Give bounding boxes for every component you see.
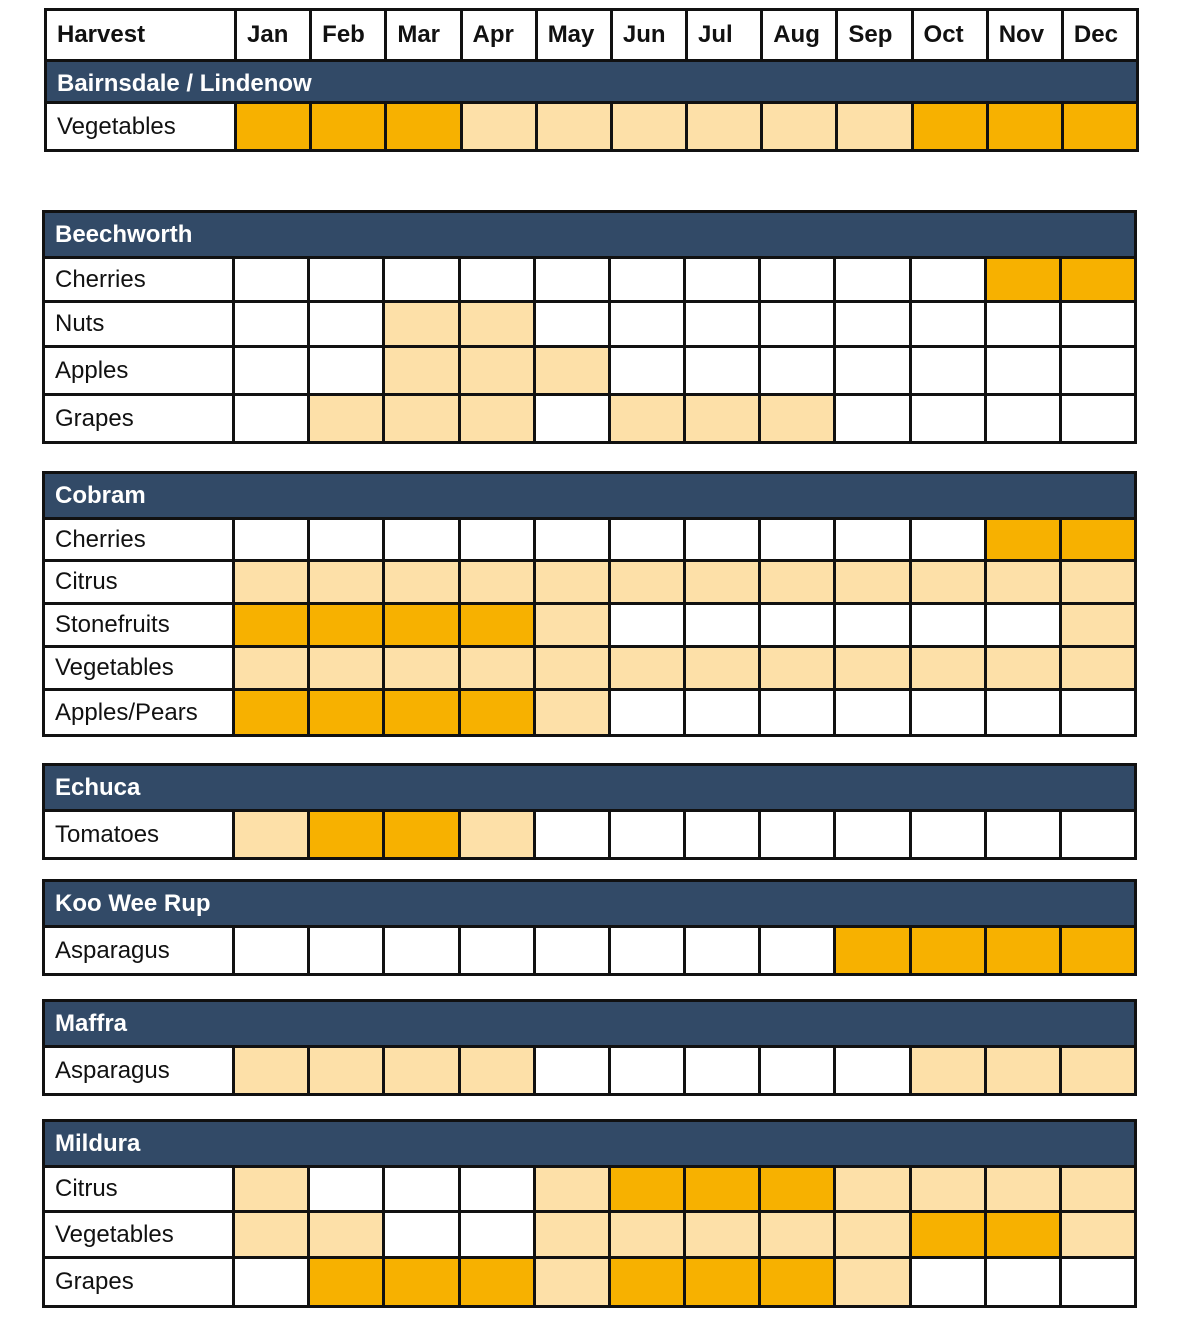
harvest-cell xyxy=(310,1259,385,1305)
harvest-cell xyxy=(987,303,1062,345)
harvest-cell xyxy=(686,648,761,688)
crop-label: Asparagus xyxy=(45,1048,235,1093)
harvest-cell xyxy=(761,605,836,645)
month-header: Apr xyxy=(463,11,538,59)
harvest-cell xyxy=(1062,562,1134,602)
harvest-cell xyxy=(536,1213,611,1256)
harvest-cell xyxy=(914,104,989,149)
harvest-cell xyxy=(987,812,1062,857)
harvest-cell xyxy=(235,1213,310,1256)
harvest-cell xyxy=(611,520,686,559)
harvest-cell xyxy=(611,348,686,393)
harvest-cell xyxy=(461,303,536,345)
harvest-cell xyxy=(235,348,310,393)
harvest-cell xyxy=(836,303,911,345)
harvest-cell xyxy=(310,259,385,300)
harvest-cell xyxy=(686,691,761,734)
harvest-cell xyxy=(235,259,310,300)
crop-label: Apples/Pears xyxy=(45,691,235,734)
harvest-cell xyxy=(536,1168,611,1210)
region-block xyxy=(42,471,1137,737)
crop-label: Vegetables xyxy=(47,104,237,149)
harvest-cell xyxy=(761,303,836,345)
harvest-cell xyxy=(385,562,460,602)
harvest-cell xyxy=(912,928,987,973)
harvest-cell xyxy=(761,1259,836,1305)
header-row xyxy=(47,11,1136,62)
harvest-cell xyxy=(987,1259,1062,1305)
harvest-cell xyxy=(461,562,536,602)
harvest-cell xyxy=(1062,303,1134,345)
harvest-cell xyxy=(912,396,987,441)
month-header: Jun xyxy=(613,11,688,59)
harvest-cell xyxy=(385,1048,460,1093)
harvest-cell xyxy=(536,520,611,559)
harvest-cell xyxy=(836,928,911,973)
crop-row xyxy=(45,259,1134,303)
harvest-cell xyxy=(761,1048,836,1093)
harvest-cell xyxy=(385,1213,460,1256)
harvest-cell xyxy=(461,520,536,559)
harvest-cell xyxy=(912,562,987,602)
harvest-cell xyxy=(912,648,987,688)
harvest-cell xyxy=(461,396,536,441)
month-header: Dec xyxy=(1073,21,1118,48)
crop-row xyxy=(45,1168,1134,1213)
region-title: Mildura xyxy=(45,1122,1134,1168)
harvest-cell xyxy=(912,812,987,857)
harvest-cell xyxy=(1064,104,1136,149)
harvest-cell xyxy=(613,104,688,149)
region-title: Bairnsdale / Lindenow xyxy=(47,62,1136,104)
harvest-cell xyxy=(611,259,686,300)
harvest-cell xyxy=(987,520,1062,559)
harvest-cell xyxy=(536,562,611,602)
harvest-cell xyxy=(987,396,1062,441)
harvest-cell xyxy=(1062,520,1134,559)
harvest-cell xyxy=(385,303,460,345)
harvest-cell xyxy=(987,562,1062,602)
harvest-cell xyxy=(1062,1213,1134,1256)
harvest-cell xyxy=(536,648,611,688)
harvest-cell xyxy=(686,396,761,441)
harvest-cell xyxy=(237,104,312,149)
month-header: Aug xyxy=(763,11,838,59)
harvest-cell xyxy=(536,303,611,345)
harvest-cell xyxy=(836,1213,911,1256)
harvest-cell xyxy=(688,104,763,149)
crop-row xyxy=(45,520,1134,562)
harvest-cell xyxy=(385,691,460,734)
crop-label: Grapes xyxy=(45,1259,235,1305)
harvest-cell xyxy=(310,605,385,645)
harvest-cell xyxy=(611,605,686,645)
harvest-cell xyxy=(763,104,838,149)
harvest-cell xyxy=(536,259,611,300)
harvest-cell xyxy=(461,605,536,645)
harvest-cell xyxy=(912,1168,987,1210)
month-header: Feb xyxy=(312,11,387,59)
harvest-cell xyxy=(1062,605,1134,645)
harvest-cell xyxy=(235,648,310,688)
harvest-cell xyxy=(761,520,836,559)
region-block xyxy=(42,879,1137,976)
harvest-cell xyxy=(461,1213,536,1256)
crop-row xyxy=(45,1259,1134,1305)
harvest-cell xyxy=(912,303,987,345)
harvest-cell xyxy=(836,812,911,857)
harvest-cell xyxy=(385,928,460,973)
region-block xyxy=(44,8,1139,152)
month-header: Mar xyxy=(387,11,462,59)
harvest-cell xyxy=(686,1213,761,1256)
harvest-cell xyxy=(1062,1048,1134,1093)
harvest-cell xyxy=(912,605,987,645)
harvest-cell xyxy=(1062,1168,1134,1210)
month-header: Nov xyxy=(989,11,1064,59)
harvest-cell xyxy=(387,104,462,149)
region-block xyxy=(42,1119,1137,1308)
crop-row xyxy=(45,396,1134,441)
harvest-cell xyxy=(310,691,385,734)
crop-label: Stonefruits xyxy=(45,605,235,645)
region-block xyxy=(42,210,1137,444)
harvest-cell xyxy=(987,1048,1062,1093)
harvest-cell xyxy=(686,1259,761,1305)
month-header: Oct xyxy=(914,11,989,59)
harvest-cell xyxy=(312,104,387,149)
harvest-cell xyxy=(611,812,686,857)
harvest-cell xyxy=(536,928,611,973)
harvest-cell xyxy=(310,396,385,441)
harvest-cell xyxy=(461,1259,536,1305)
harvest-cell xyxy=(310,1213,385,1256)
month-header: Jan xyxy=(237,11,312,59)
harvest-cell xyxy=(836,605,911,645)
harvest-cell xyxy=(611,1213,686,1256)
crop-label: Tomatoes xyxy=(45,812,235,857)
harvest-cell xyxy=(385,1259,460,1305)
harvest-cell xyxy=(836,1048,911,1093)
crop-label: Nuts xyxy=(45,303,235,345)
harvest-cell xyxy=(235,396,310,441)
harvest-cell xyxy=(1062,691,1134,734)
harvest-cell xyxy=(836,396,911,441)
harvest-cell xyxy=(310,562,385,602)
region-block xyxy=(42,999,1137,1096)
harvest-cell xyxy=(310,1048,385,1093)
harvest-cell xyxy=(536,605,611,645)
harvest-cell xyxy=(987,1213,1062,1256)
harvest-cell xyxy=(761,562,836,602)
harvest-cell xyxy=(611,691,686,734)
harvest-cell xyxy=(836,520,911,559)
harvest-cell xyxy=(912,348,987,393)
crop-label: Citrus xyxy=(45,1168,235,1210)
harvest-cell xyxy=(761,648,836,688)
harvest-cell xyxy=(611,396,686,441)
crop-row xyxy=(45,812,1134,857)
harvest-cell xyxy=(385,605,460,645)
harvest-cell xyxy=(461,1048,536,1093)
month-header: Jul xyxy=(688,11,763,59)
harvest-cell xyxy=(686,348,761,393)
harvest-cell xyxy=(310,928,385,973)
harvest-cell xyxy=(686,1048,761,1093)
crop-label: Apples xyxy=(45,348,235,393)
harvest-cell xyxy=(461,928,536,973)
harvest-cell xyxy=(235,928,310,973)
crop-label: Cherries xyxy=(45,259,235,300)
harvest-cell xyxy=(461,348,536,393)
harvest-cell xyxy=(987,259,1062,300)
harvest-cell xyxy=(1062,648,1134,688)
harvest-cell xyxy=(761,1168,836,1210)
harvest-cell xyxy=(761,259,836,300)
harvest-cell xyxy=(836,259,911,300)
crop-label: Cherries xyxy=(45,520,235,559)
harvest-cell xyxy=(761,691,836,734)
harvest-cell xyxy=(385,396,460,441)
harvest-cell xyxy=(686,562,761,602)
harvest-cell xyxy=(536,691,611,734)
crop-label: Citrus xyxy=(45,562,235,602)
harvest-cell xyxy=(836,562,911,602)
crop-row xyxy=(47,104,1136,149)
harvest-cell xyxy=(385,648,460,688)
crop-row xyxy=(45,928,1134,973)
harvest-cell xyxy=(1062,812,1134,857)
harvest-cell xyxy=(310,303,385,345)
harvest-cell xyxy=(235,691,310,734)
harvest-cell xyxy=(463,104,538,149)
crop-label: Vegetables xyxy=(45,648,235,688)
region-title: Beechworth xyxy=(45,213,1134,259)
harvest-cell xyxy=(987,648,1062,688)
harvest-cell xyxy=(611,1168,686,1210)
region-title: Echuca xyxy=(45,766,1134,812)
harvest-cell xyxy=(987,928,1062,973)
harvest-cell xyxy=(235,520,310,559)
harvest-cell xyxy=(1062,1259,1134,1305)
harvest-cell xyxy=(235,1259,310,1305)
harvest-cell xyxy=(987,605,1062,645)
harvest-cell xyxy=(761,348,836,393)
harvest-cell xyxy=(385,812,460,857)
harvest-cell xyxy=(1062,928,1134,973)
harvest-cell xyxy=(761,396,836,441)
harvest-cell xyxy=(310,812,385,857)
harvest-cell xyxy=(461,812,536,857)
harvest-cell xyxy=(761,812,836,857)
crop-row xyxy=(45,348,1134,396)
harvest-cell xyxy=(235,605,310,645)
harvest-cell xyxy=(836,648,911,688)
harvest-cell xyxy=(611,1259,686,1305)
crop-label: Asparagus xyxy=(45,928,235,973)
harvest-cell xyxy=(235,303,310,345)
harvest-cell xyxy=(461,648,536,688)
crop-row xyxy=(45,605,1134,648)
harvest-cell xyxy=(912,1213,987,1256)
harvest-cell xyxy=(461,1168,536,1210)
harvest-cell xyxy=(838,104,913,149)
harvest-cell xyxy=(235,812,310,857)
harvest-cell xyxy=(686,1168,761,1210)
harvest-cell xyxy=(1062,396,1134,441)
harvest-cell xyxy=(912,520,987,559)
harvest-cell xyxy=(310,648,385,688)
harvest-cell xyxy=(987,1168,1062,1210)
crop-row xyxy=(45,648,1134,691)
harvest-cell xyxy=(461,259,536,300)
crop-label: Vegetables xyxy=(45,1213,235,1256)
harvest-cell xyxy=(536,1259,611,1305)
harvest-cell xyxy=(611,1048,686,1093)
harvest-cell xyxy=(611,303,686,345)
harvest-cell xyxy=(912,691,987,734)
region-block xyxy=(42,763,1137,860)
harvest-cell xyxy=(310,348,385,393)
harvest-cell xyxy=(385,259,460,300)
harvest-cell xyxy=(912,1259,987,1305)
harvest-cell xyxy=(536,348,611,393)
harvest-cell xyxy=(686,812,761,857)
harvest-cell xyxy=(536,1048,611,1093)
harvest-cell xyxy=(310,520,385,559)
harvest-cell xyxy=(836,1259,911,1305)
harvest-cell xyxy=(385,520,460,559)
harvest-cell xyxy=(536,812,611,857)
harvest-cell xyxy=(836,691,911,734)
harvest-cell xyxy=(310,1168,385,1210)
harvest-cell xyxy=(987,348,1062,393)
harvest-cell xyxy=(1062,259,1134,300)
harvest-cell xyxy=(761,928,836,973)
harvest-cell xyxy=(1062,348,1134,393)
harvest-cell xyxy=(761,1213,836,1256)
region-title: Cobram xyxy=(45,474,1134,520)
harvest-cell xyxy=(987,691,1062,734)
harvest-cell xyxy=(235,1048,310,1093)
harvest-cell xyxy=(836,348,911,393)
harvest-cell xyxy=(686,928,761,973)
region-title: Maffra xyxy=(45,1002,1134,1048)
harvest-cell xyxy=(611,562,686,602)
harvest-cell xyxy=(989,104,1064,149)
harvest-cell xyxy=(912,259,987,300)
month-header: May xyxy=(538,11,613,59)
harvest-cell xyxy=(912,1048,987,1093)
harvest-cell xyxy=(686,520,761,559)
crop-row xyxy=(45,303,1134,348)
crop-row xyxy=(45,1213,1134,1259)
harvest-cell xyxy=(235,1168,310,1210)
month-header: Sep xyxy=(838,11,913,59)
region-title: Koo Wee Rup xyxy=(45,882,1134,928)
harvest-cell xyxy=(461,691,536,734)
harvest-cell xyxy=(538,104,613,149)
harvest-cell xyxy=(836,1168,911,1210)
harvest-cell xyxy=(611,648,686,688)
crop-row xyxy=(45,562,1134,605)
harvest-cell xyxy=(385,1168,460,1210)
harvest-cell xyxy=(686,303,761,345)
crop-row xyxy=(45,1048,1134,1093)
harvest-cell xyxy=(686,259,761,300)
crop-row xyxy=(45,691,1134,734)
harvest-cell xyxy=(686,605,761,645)
harvest-cell xyxy=(536,396,611,441)
harvest-cell xyxy=(611,928,686,973)
harvest-cell xyxy=(235,562,310,602)
crop-label: Grapes xyxy=(45,396,235,441)
header-label: Harvest xyxy=(47,11,237,59)
harvest-cell xyxy=(385,348,460,393)
